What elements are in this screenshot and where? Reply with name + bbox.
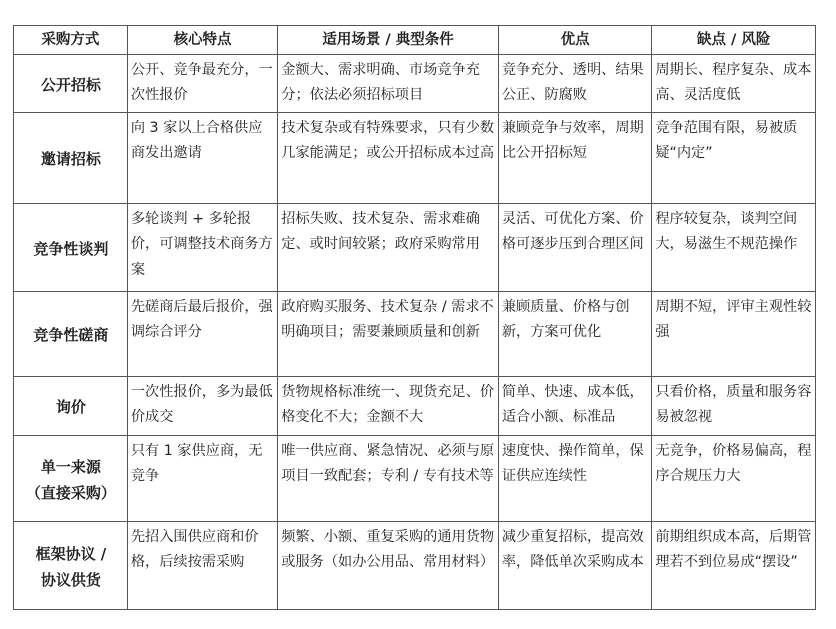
header-core-features: 核心特点 (127, 26, 277, 55)
table-header-row (14, 26, 816, 55)
table-row (14, 203, 816, 291)
cons-cell: 周期长、程序复杂、成本高、灵活度低 (652, 54, 816, 112)
core-cell: 多轮谈判 + 多轮报价，可调整技术商务方案 (127, 203, 277, 291)
cons-cell: 只看价格，质量和服务容易被忽视 (652, 376, 816, 435)
cons-cell: 竞争范围有限，易被质疑“内定” (652, 112, 816, 203)
core-cell: 只有 1 家供应商，无竞争 (127, 435, 277, 521)
procurement-methods-table (13, 25, 816, 610)
header-scenarios: 适用场景 / 典型条件 (278, 26, 499, 55)
cons-cell: 周期不短，评审主观性较强 (652, 291, 816, 376)
scene-cell: 频繁、小额、重复采购的通用货物或服务（如办公用品、常用材料） (278, 521, 499, 609)
scene-cell: 唯一供应商、紧急情况、必须与原项目一致配套；专利 / 专有技术等 (278, 435, 499, 521)
scene-cell: 金额大、需求明确、市场竞争充分；依法必须招标项目 (278, 54, 499, 112)
core-cell: 公开、竞争最充分，一次性报价 (127, 54, 277, 112)
cons-cell: 无竞争，价格易偏高，程序合规压力大 (652, 435, 816, 521)
table-row (14, 291, 816, 376)
method-cell: 竞争性磋商 (14, 291, 128, 376)
method-cell: 框架协议 / 协议供货 (14, 521, 128, 609)
scene-cell: 货物规格标准统一、现货充足、价格变化不大；金额不大 (278, 376, 499, 435)
table-row (14, 376, 816, 435)
core-cell: 一次性报价，多为最低价成交 (127, 376, 277, 435)
table-row (14, 112, 816, 203)
method-cell: 邀请招标 (14, 112, 128, 203)
method-cell: 询价 (14, 376, 128, 435)
core-cell: 先招入围供应商和价格，后续按需采购 (127, 521, 277, 609)
table-row (14, 54, 816, 112)
pros-cell: 简单、快速、成本低，适合小额、标准品 (498, 376, 651, 435)
method-cell: 竞争性谈判 (14, 203, 128, 291)
table-row (14, 435, 816, 521)
cons-cell: 前期组织成本高，后期管理若不到位易成“摆设” (652, 521, 816, 609)
scene-cell: 技术复杂或有特殊要求，只有少数几家能满足；或公开招标成本过高 (278, 112, 499, 203)
method-cell: 公开招标 (14, 54, 128, 112)
pros-cell: 竞争充分、透明、结果公正、防腐败 (498, 54, 651, 112)
pros-cell: 兼顾质量、价格与创新，方案可优化 (498, 291, 651, 376)
method-cell: 单一来源 （直接采购） (14, 435, 128, 521)
cons-cell: 程序较复杂，谈判空间大，易滋生不规范操作 (652, 203, 816, 291)
scene-cell: 政府购买服务、技术复杂 / 需求不明确项目；需要兼顾质量和创新 (278, 291, 499, 376)
header-pros: 优点 (498, 26, 651, 55)
pros-cell: 减少重复招标，提高效率，降低单次采购成本 (498, 521, 651, 609)
scene-cell: 招标失败、技术复杂、需求难确定、或时间较紧；政府采购常用 (278, 203, 499, 291)
header-cons: 缺点 / 风险 (652, 26, 816, 55)
pros-cell: 速度快、操作简单，保证供应连续性 (498, 435, 651, 521)
core-cell: 向 3 家以上合格供应商发出邀请 (127, 112, 277, 203)
table-row (14, 521, 816, 609)
pros-cell: 灵活、可优化方案、价格可逐步压到合理区间 (498, 203, 651, 291)
pros-cell: 兼顾竞争与效率，周期比公开招标短 (498, 112, 651, 203)
core-cell: 先磋商后最后报价，强调综合评分 (127, 291, 277, 376)
header-method: 采购方式 (14, 26, 128, 55)
